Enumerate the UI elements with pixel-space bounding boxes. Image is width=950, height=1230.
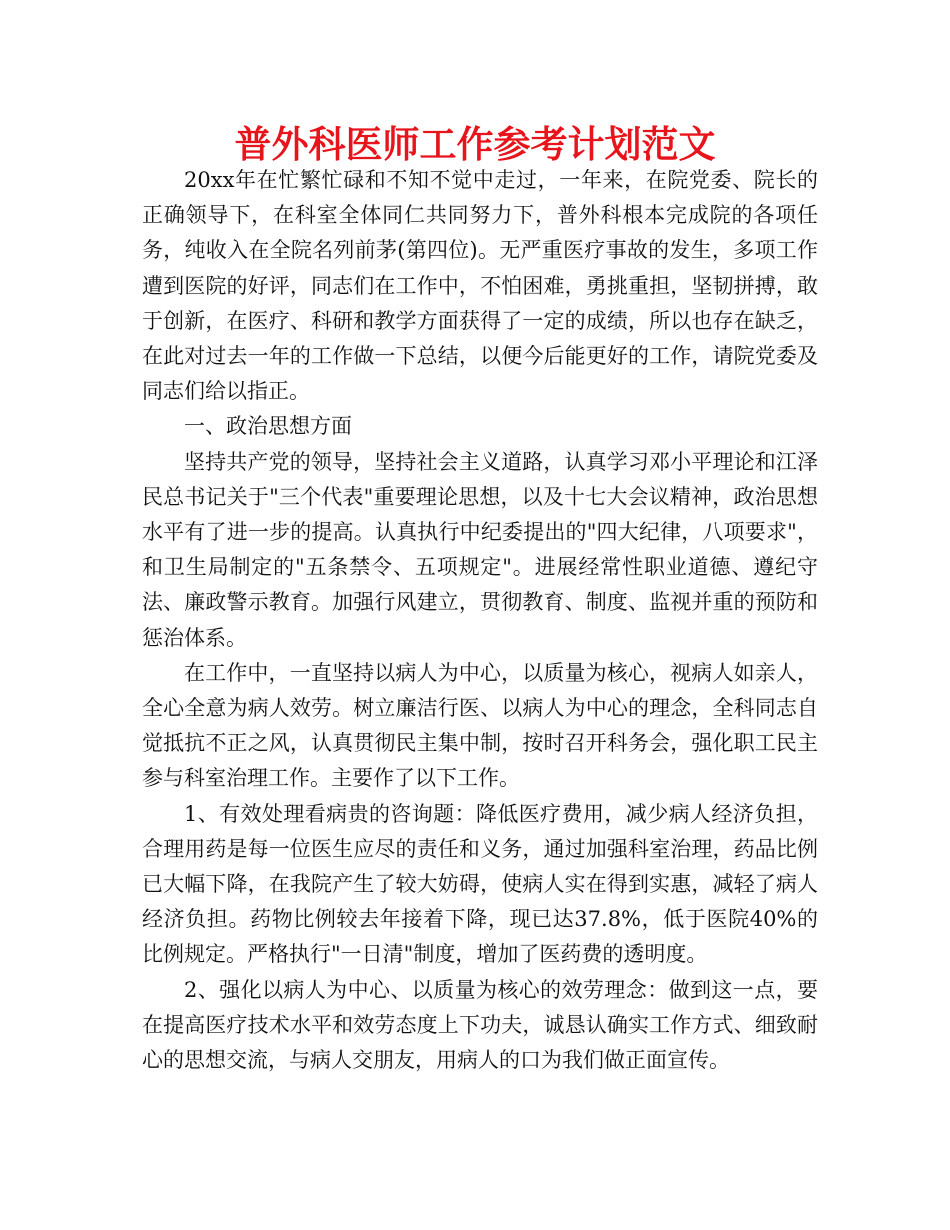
paragraph-work: 在工作中，一直坚持以病人为中心，以质量为核心，视病人如亲人，全心全意为病人效劳。树立廉洁行医、以病人为中心的理念，全科同志自觉抵抗不正之风，认真贯彻民主集中制，按时召开科务会，强化职工民主参与科室治理工作。主要作了以下工作。 (142, 660, 818, 791)
document-title: 普外科医师工作参考计划范文 (234, 123, 716, 166)
section-heading-politics: 一、政治思想方面 (184, 414, 352, 439)
document-body (142, 163, 818, 1078)
paragraph-politics: 坚持共产党的领导，坚持社会主义道路，认真学习邓小平理论和江泽民总书记关于"三个代表"重要理论思想，以及十七大会议精神，政治思想水平有了进一步的提高。认真执行中纪委提出的"四大纪律，八项要求"，和卫生局制定的"五条禁令、五项规定"。进展经常性职业道德、遵纪守法、廉政警示教育。加强行风建立，贯彻教育、制度、监视并重的预防和惩治体系。 (142, 449, 818, 650)
paragraph-item-1: 1、有效处理看病贵的咨询题：降低医疗费用，减少病人经济负担，合理用药是每一位医生应尽的责任和义务，通过加强科室治理，药品比例已大幅下降，在我院产生了较大妨碍，使病人实在得到实惠，减轻了病人经济负担。药物比例较去年接着下降，现已达37.8%，低于医院40%的比例规定。严格执行"一日清"制度，增加了医药费的透明度。 (142, 801, 818, 967)
paragraph-item-2: 2、强化以病人为中心、以质量为核心的效劳理念：做到这一点，要在提高医疗技术水平和效劳态度上下功夫，诚恳认确实工作方式、细致耐心的思想交流，与病人交朋友，用病人的口为我们做正面宣传。 (142, 977, 818, 1073)
paragraph-intro: 20xx年在忙繁忙碌和不知不觉中走过，一年来，在院党委、院长的正确领导下，在科室全体同仁共同努力下，普外科根本完成院的各项任务，纯收入在全院名列前茅(第四位)。无严重医疗事故的发生，多项工作遭到医院的好评，同志们在工作中，不怕困难，勇挑重担，坚韧拼搏，敢于创新，在医疗、科研和教学方面获得了一定的成绩，所以也存在缺乏，在此对过去一年的工作做一下总结，以便今后能更好的工作，请院党委及同志们给以指正。 (142, 168, 818, 404)
